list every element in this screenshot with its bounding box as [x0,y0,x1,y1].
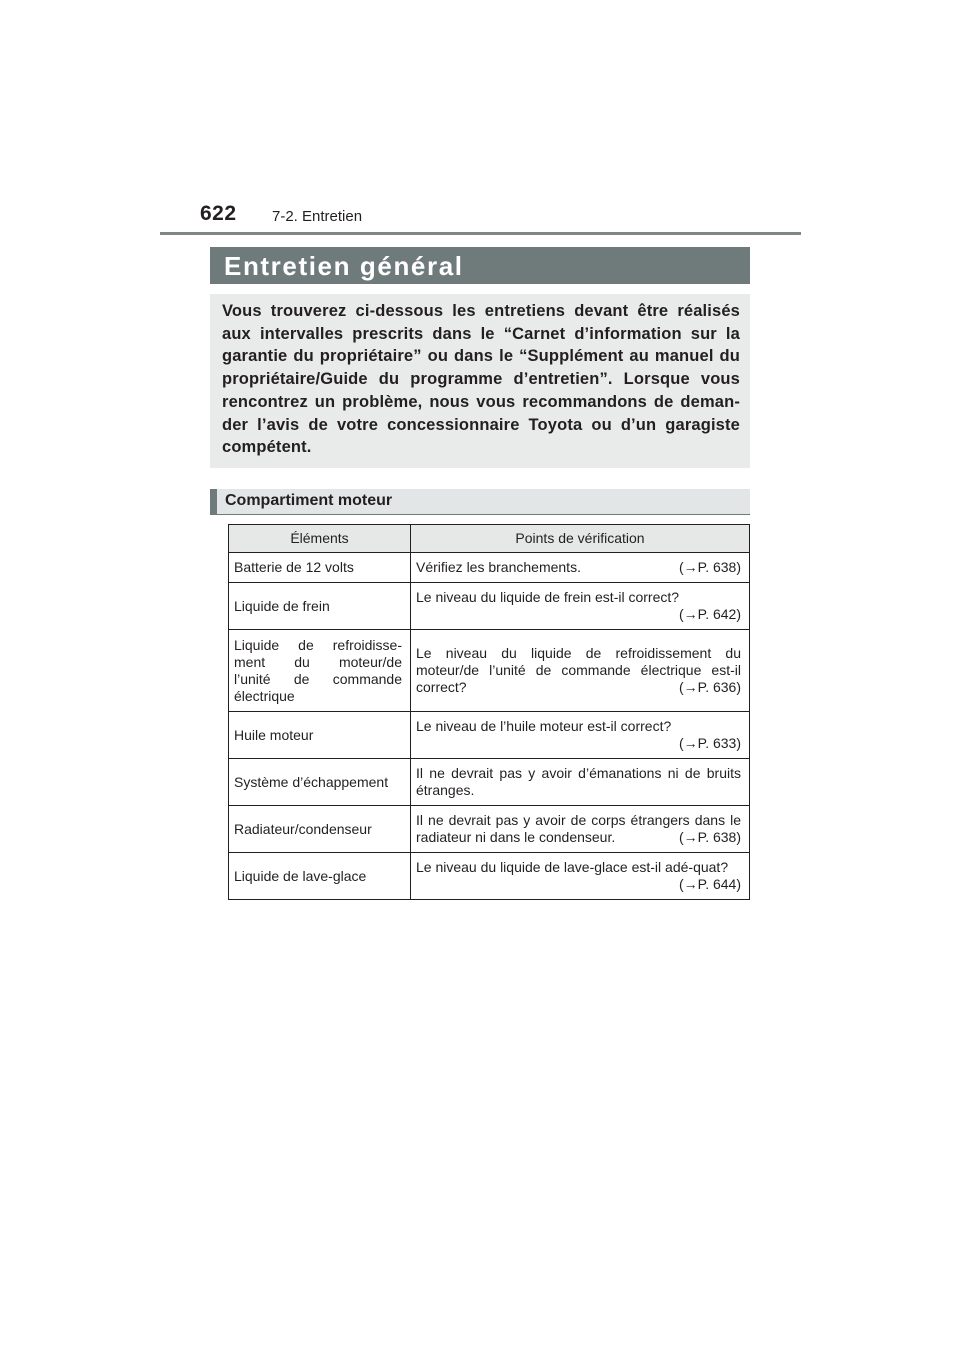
page-reference: (→P. 638) [679,829,741,845]
item-cell: Batterie de 12 volts [229,553,411,583]
item-cell: Liquide de frein [229,583,411,630]
title-bar [210,247,750,284]
table-row [229,853,750,900]
check-text: Il ne devrait pas y avoir de corps étrangers dans le radiateur ni dans le condenseur. [416,812,741,845]
page-number: 622 [200,202,237,225]
page-title: Entretien général [224,251,464,281]
table-row [229,759,750,806]
page-reference: (→P. 638) [679,559,741,575]
table-row [229,630,750,712]
item-cell: Radiateur/condenseur [229,806,411,853]
item-line: électrique [234,687,295,704]
item-line: Liquide de refroidisse- [234,636,402,653]
table-row [229,806,750,853]
page-reference: (→P. 644) [679,876,741,892]
column-header-checks: Points de vérification [411,525,750,553]
item-cell: Système d’échappement [229,759,411,806]
check-text: Le niveau du liquide de frein est-il correct? [416,589,680,605]
section-label: 7-2. Entretien [272,208,363,225]
check-cell [411,630,750,712]
item-line: l’unité de commande [234,670,402,687]
page-reference: (→P. 642) [679,606,741,622]
check-text: Le niveau de l’huile moteur est-il correct? [416,718,672,734]
check-cell [411,759,750,806]
header-rule [160,232,801,235]
column-header-items: Éléments [229,525,411,553]
subsection-label: Compartiment moteur [225,492,393,509]
subsection-accent [210,489,217,514]
intro-box [210,294,750,468]
table-row [229,553,750,583]
check-text: Le niveau du liquide de lave-glace est-il adé-quat? [416,859,729,875]
intro-text: Vous trouverez ci-dessous les entretiens devant être réalisés aux intervalles prescrits dans le “Carnet d’information sur la garantie du propriétaire” ou dans le “Supplément au manuel du propriétaire/Guide du programme d’entretien”. Lorsque vous rencontrez un problème, nous vous recommandons de deman-der l’avis de votre concessionnaire Toyota ou d’un garagiste compétent. [222,302,740,457]
check-text: Vérifiez les branchements. [416,559,581,575]
check-cell [411,712,750,759]
page-reference: (→P. 636) [679,679,741,695]
check-cell [411,553,750,583]
item-cell [229,630,411,712]
table-row [229,712,750,759]
check-cell [411,583,750,630]
subsection-header [210,489,750,515]
check-cell [411,806,750,853]
maintenance-table [228,524,750,900]
page-reference: (→P. 633) [679,735,741,751]
item-cell: Liquide de lave-glace [229,853,411,900]
item-cell: Huile moteur [229,712,411,759]
check-text: Il ne devrait pas y avoir d’émanations ni de bruits étranges. [416,765,741,798]
table-row [229,583,750,630]
check-cell [411,853,750,900]
table-header-row [229,525,750,553]
item-line: ment du moteur/de [234,653,402,670]
check-text: Le niveau du liquide de refroidissement du moteur/de l’unité de commande électrique est-il correct? [416,645,741,695]
